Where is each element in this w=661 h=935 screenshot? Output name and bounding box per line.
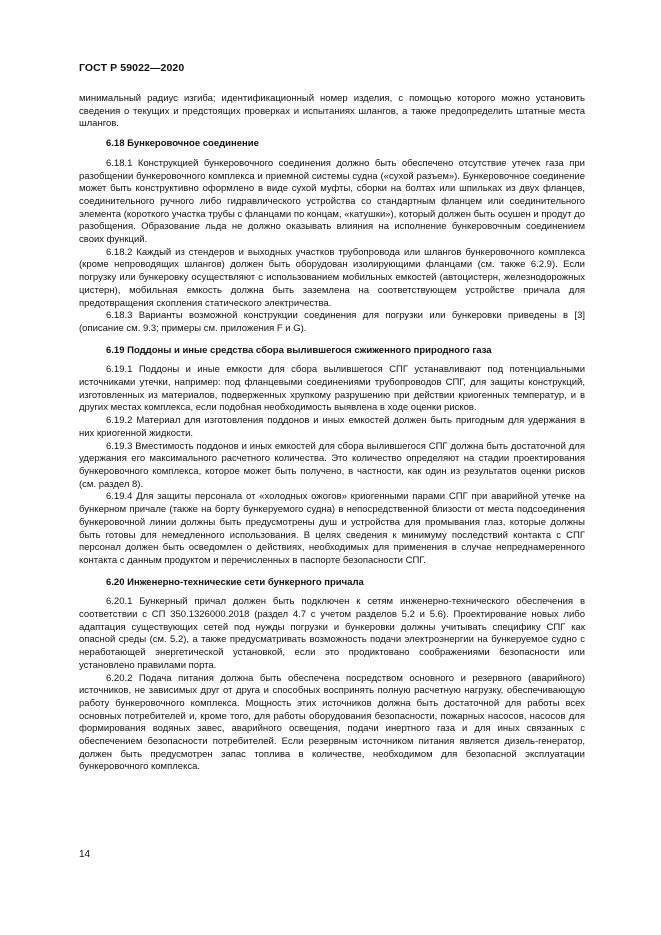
section-6-19-title: 6.19 Поддоны и иные средства сбора вылившегося сжиженного природного газа xyxy=(106,344,492,356)
paragraph-6-20-1: 6.20.1 Бункерный причал должен быть подключен к сетям инженерно-технического обеспечения в соответствии с СП 350.1326000.2018 (раздел 4.7 с учетом разделов 5.2 и 5.6). Проектирование новых либо адаптация существующих сетей под нужды погрузки и бункеровки должны учитывать специфику СПГ как опасной среды (см. 5.2), а также предусматривать возможность подачи электроэнергии на бункеруемое судно с неработающей энергетической установкой, если это продиктовано соображениями безопасности или установлено правилами порта. xyxy=(79,596,585,671)
paragraph-6-18-1: 6.18.1 Конструкцией бункеровочного соединения должно быть обеспечено отсутствие утечек газа при разобщении бункеровочного комплекса и приемной системы судна («сухой разъем»). Бункеровочное соединение может быть конструктивно оформлено в виде сухой муфты, сборки на болтах или шпильках из двух фланцев, соединительного ручного либо гидравлического устройства со стандартным фланцем или соединительного элемента (короткого участка трубы с фланцами по концам, «катушки»), который должен быть осушен и продут до разобщения. Образование льда не должно оказывать влияния на исполнение бункеровочным соединением своих функций. xyxy=(79,157,585,246)
paragraph-6-19-1: 6.19.1 Поддоны и иные емкости для сбора вылившегося СПГ устанавливают под потенциальными источниками утечки, например: под фланцевыми соединениями трубопроводов СПГ, для защиты конструкций, изготовленных из материалов, подверженных хрупкому разрушению при действии криогенных температур, и в других местах комплекса, если подобная необходимость выявлена в ходе оценки рисков. xyxy=(79,364,585,414)
document-body xyxy=(79,93,585,774)
paragraph-6-18-3: 6.18.3 Варианты возможной конструкции соединения для погрузки или бункеровки приведены в [3] (описание см. 9.3; примеры см. приложения F и G). xyxy=(79,310,585,334)
paragraph-6-20-2: 6.20.2 Подача питания должна быть обеспечена посредством основного и резервного (аварийного) источников, не зависимых друг от друга и способных воспринять полную расчетную нагрузку, обеспечивающую работу бункеровочного комплекса. Мощность этих источников должна быть достаточной для работы всех основных потребителей и, кроме того, для работы оборудования безопасности, пожарных насосов, насосов для формирования водяных завес, аварийного освещения, подачи инертного газа и для иных связанных с обеспечением безопасности потребителей. Если резервным источником питания является дизель-генератор, должен быть предусмотрен запас топлива в количестве, необходимом для безопасной эксплуатации бункеровочного комплекса. xyxy=(79,672,585,773)
paragraph-6-19-3: 6.19.3 Вместимость поддонов и иных емкостей для сбора вылившегося СПГ должна быть достаточной для удержания его максимального расчетного количества. Это количество определяют на стадии проектирования бункеровочного комплекса, которое может быть получено, в частности, как один из результатов оценки рисков (см. раздел 8). xyxy=(79,440,585,490)
paragraph-6-18-2: 6.18.2 Каждый из стендеров и выходных участков трубопровода или шлангов бункеровочного комплекса (кроме непроводящих шлангов) должен быть оборудован изолирующими фланцами (см. также 6.2.9). Если погрузку или бункеровку осуществляют с использованием мобильных емкостей (автоцистерн, железнодорожных цистерн), мобильная емкость должна быть заземлена на соответствующем устройстве причала для предотвращения скопления статического электричества. xyxy=(79,246,585,309)
paragraph-6-19-2: 6.19.2 Материал для изготовления поддонов и иных емкостей должен быть пригодным для удержания в них криогенной жидкости. xyxy=(79,415,585,439)
section-6-20-title: 6.20 Инженерно-технические сети бункерного причала xyxy=(106,576,364,588)
paragraph-6-19-4: 6.19.4 Для защиты персонала от «холодных ожогов» криогенными парами СПГ при аварийной утечке на бункерном причале (также на борту бункеруемого судна) в непосредственной близости от места подсоединения бункеровочной линии должны быть предусмотрены душ и устройства для промывания глаз, которые должны быть готовы для немедленного использования. В целях сведения к минимуму последствий контакта с СПГ персонал должен быть осведомлен о действиях, необходимых для применения в случае непреднамеренного контакта с данным продуктом и перечисленных в паспорте безопасности СПГ. xyxy=(79,491,585,566)
document-header: ГОСТ Р 59022—2020 xyxy=(79,62,185,74)
intro-paragraph: минимальный радиус изгиба; идентификационный номер изделия, с помощью которого можно установить сведения о текущих и предстоящих проверках и испытаниях шлангов, а также предопределить штатные места шлангов. xyxy=(79,93,585,130)
section-6-18-title: 6.18 Бункеровочное соединение xyxy=(106,138,259,150)
page-number: 14 xyxy=(79,849,91,860)
